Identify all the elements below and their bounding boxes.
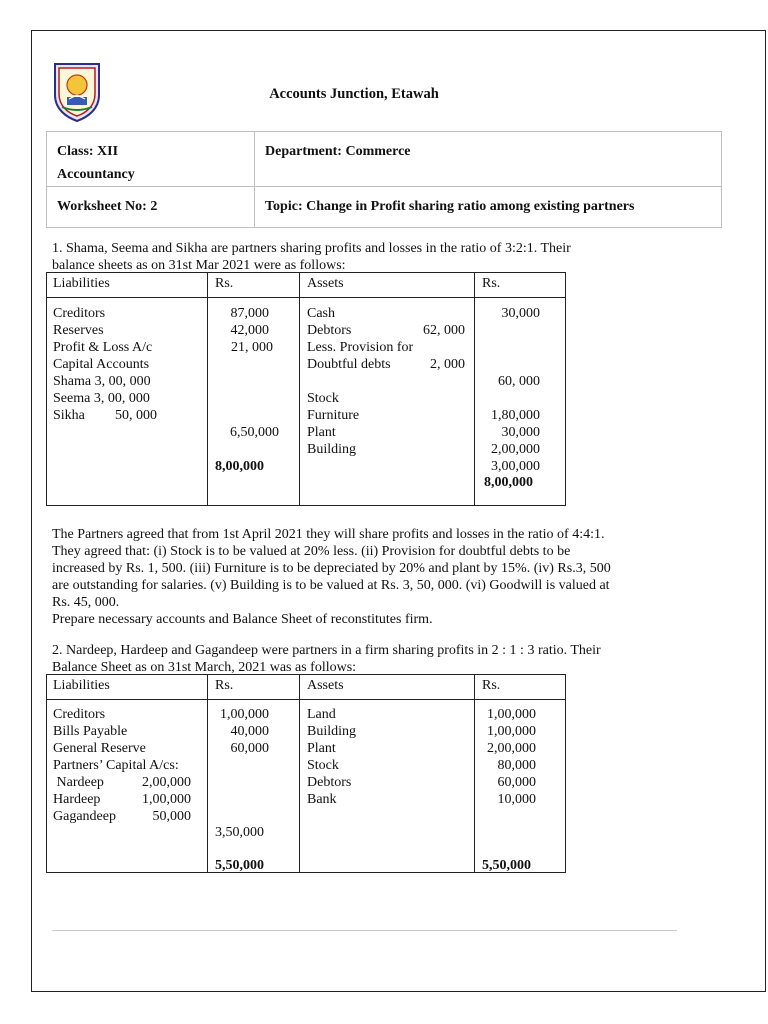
q2-liability-sub: 50,000 [152,809,191,824]
q2-liability-amount: 40,000 [230,724,269,739]
q2-liability-label: Partners’ Capital A/cs: [53,758,179,773]
q2-asset-amount: 60,000 [497,775,536,790]
q1-body-line: They agreed that: (i) Stock is to be valued at 20% less. (ii) Provision for doubtful debts to be [52,544,571,559]
q2-liability-amount: 1,00,000 [220,707,269,722]
q1-asset-amount: 1,80,000 [491,408,540,423]
q1-asset-amount: 60, 000 [498,374,540,389]
q1-liability-label: Reserves [53,323,104,338]
q2-asset-amount: 1,00,000 [487,707,536,722]
q1-liability-amount: 42,000 [230,323,269,338]
q2-liability-label: Creditors [53,707,106,722]
q2-asset-amount: 2,00,000 [487,741,536,756]
q1-liabilities-total: 8,00,000 [215,459,264,474]
subject-label: Accountancy [57,167,135,182]
q1-asset-amount: 30,000 [501,425,540,440]
q1-asset-sub: 62, 000 [423,323,465,338]
q1-asset-label: Debtors [307,323,352,338]
q2-header-rs: Rs. [482,678,501,693]
q1-asset-label: Plant [307,425,336,440]
school-name: Accounts Junction, Etawah [269,86,439,102]
q1-asset-label: Stock [307,391,339,406]
q2-intro [52,642,692,676]
q2-liability-label: Gagandeep [53,809,116,824]
q2-header-liabilities: Liabilities [53,678,110,693]
q1-liability-label: Creditors [53,306,106,321]
q1-capital-total: 6,50,000 [230,425,279,440]
q1-liability-sub: 50, 000 [115,408,157,423]
q1-liability-label: Capital Accounts [53,357,150,372]
department-label: Department: Commerce [265,144,411,159]
q1-intro [52,240,692,274]
department-cell [255,132,722,187]
q2-asset-label: Plant [307,741,336,756]
q2-assets-total: 5,50,000 [482,858,531,873]
q2-balance-sheet [46,674,566,873]
q2-asset-label: Debtors [307,775,352,790]
q1-header-rs: Rs. [482,276,501,291]
q1-assets-total: 8,00,000 [484,475,533,490]
q2-liability-label: Bills Payable [53,724,128,739]
q1-liability-label: Seema 3, 00, 000 [53,391,150,406]
q1-asset-amount: 2,00,000 [491,442,540,457]
q1-asset-sub: 2, 000 [430,357,465,372]
q1-body-line: are outstanding for salaries. (v) Building is to be valued at Rs. 3, 50, 000. (vi) Goodwill is valued at [52,578,610,593]
q2-header-assets: Assets [307,678,344,693]
q1-body-line: Rs. 45, 000. [52,595,120,610]
q1-header-rs: Rs. [215,276,234,291]
school-title [0,86,768,103]
q2-asset-amount: 1,00,000 [487,724,536,739]
q2-asset-label: Bank [307,792,337,807]
q2-asset-amount: 80,000 [497,758,536,773]
q2-asset-label: Building [307,724,357,739]
q1-liability-amount: 21, 000 [231,340,273,355]
class-label: Class: XII [57,144,119,159]
q2-liability-label: Nardeep [53,775,104,790]
worksheet-label: Worksheet No: 2 [57,199,158,214]
q2-liabilities-total: 5,50,000 [215,858,264,873]
q1-asset-label: Cash [307,306,335,321]
q1-instructions [52,526,692,628]
q1-body-line: Prepare necessary accounts and Balance Sheet of reconstitutes firm. [52,612,433,627]
topic-label: Topic: Change in Profit sharing ratio among existing partners [265,199,635,214]
q1-body-line: increased by Rs. 1, 500. (iii) Furniture is to be depreciated by 20% and plant by 15%. (iv) Rs.3, 500 [52,561,611,576]
q2-intro-line: 2. Nardeep, Hardeep and Gagandeep were partners in a firm sharing profits in 2 : 1 : 3 ratio. Their [52,643,601,658]
q1-header-liabilities: Liabilities [53,276,110,291]
q1-liability-label: Shama 3, 00, 000 [53,374,151,389]
q2-header-rs: Rs. [215,678,234,693]
q1-intro-line: 1. Shama, Seema and Sikha are partners sharing profits and losses in the ratio of 3:2:1. Their [52,241,571,256]
q1-intro-line: balance sheets as on 31st Mar 2021 were as follows: [52,258,346,273]
q2-liability-sub: 2,00,000 [142,775,191,790]
footer-divider [52,930,677,931]
worksheet-info-table [46,131,722,228]
q2-liability-label: Hardeep [53,792,101,807]
q1-body-line: The Partners agreed that from 1st April 2021 they will share profits and losses in the ratio of 4:4:1. [52,527,605,542]
q1-asset-label: Building [307,442,357,457]
topic-cell [255,187,722,228]
q2-asset-label: Land [307,707,336,722]
class-cell [47,132,255,187]
q2-capital-total: 3,50,000 [215,825,264,840]
q1-asset-label: Furniture [307,408,360,423]
q1-asset-amount: 30,000 [501,306,540,321]
q2-liability-amount: 60,000 [230,741,269,756]
q1-asset-label: Doubtful debts [307,357,391,372]
q1-header-assets: Assets [307,276,344,291]
q1-asset-label: Less. Provision for [307,340,414,355]
q2-liability-sub: 1,00,000 [142,792,191,807]
q2-intro-line: Balance Sheet as on 31st March, 2021 was as follows: [52,660,357,675]
worksheet-cell [47,187,255,228]
q2-asset-label: Stock [307,758,339,773]
q1-liability-label: Profit & Loss A/c [53,340,153,355]
q2-liability-label: General Reserve [53,741,146,756]
q1-liability-amount: 87,000 [230,306,269,321]
q1-asset-amount: 3,00,000 [491,459,540,474]
q2-asset-amount: 10,000 [497,792,536,807]
q1-liability-label: Sikha [53,408,85,423]
q1-balance-sheet [46,272,566,506]
